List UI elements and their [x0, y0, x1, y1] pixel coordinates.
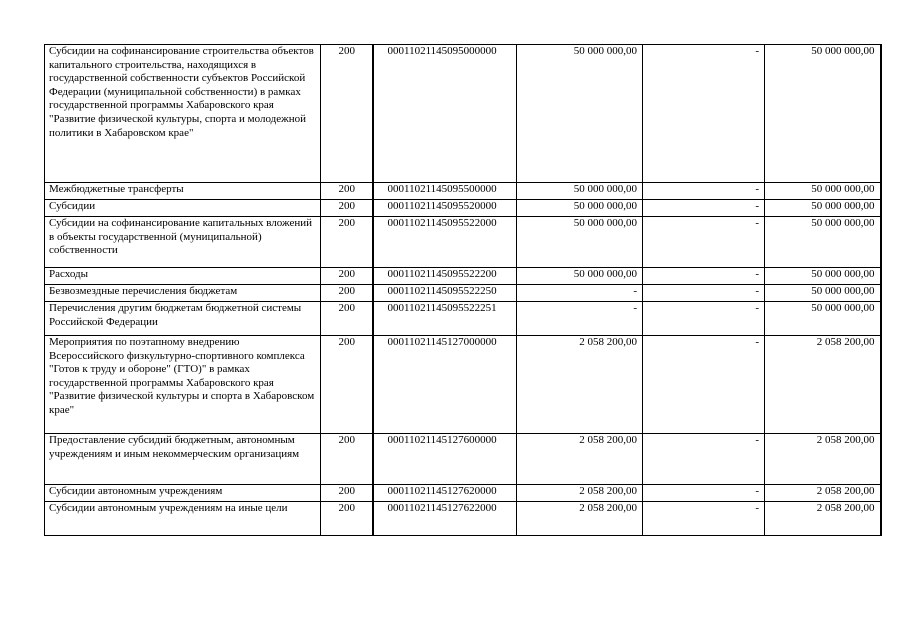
item-name-cell: Мероприятия по поэтапному внедрению Всероссийского физкультурно-спортивного комплекса "Готов к труду и обороне" (ГТО)" в рамках государственной программы Хабаровского края "Развитие физической культуры и спорта в Хабаровском крае"	[45, 336, 321, 434]
line-code-cell: 200	[321, 302, 373, 336]
budget-code-cell: 00011021145095522250	[373, 285, 517, 302]
remaining-amount-cell: 2 058 200,00	[765, 434, 881, 485]
executed-amount-cell: -	[643, 268, 765, 285]
approved-amount-cell: 2 058 200,00	[517, 434, 643, 485]
remaining-amount-cell: 50 000 000,00	[765, 285, 881, 302]
table-row	[45, 502, 881, 536]
remaining-amount-cell: 50 000 000,00	[765, 45, 881, 183]
remaining-amount-cell: 2 058 200,00	[765, 485, 881, 502]
line-code-cell: 200	[321, 502, 373, 536]
table-row	[45, 200, 881, 217]
executed-amount-cell: -	[643, 285, 765, 302]
remaining-amount-cell: 50 000 000,00	[765, 302, 881, 336]
table-row	[45, 302, 881, 336]
line-code-cell: 200	[321, 200, 373, 217]
approved-amount-cell: 2 058 200,00	[517, 502, 643, 536]
executed-amount-cell: -	[643, 183, 765, 200]
item-name-cell: Субсидии на софинансирование капитальных вложений в объекты государственной (муниципальной) собственности	[45, 217, 321, 268]
approved-amount-cell: -	[517, 285, 643, 302]
item-name-cell: Межбюджетные трансферты	[45, 183, 321, 200]
approved-amount-cell: -	[517, 302, 643, 336]
budget-code-cell: 00011021145127622000	[373, 502, 517, 536]
executed-amount-cell: -	[643, 45, 765, 183]
budget-code-cell: 00011021145095522000	[373, 217, 517, 268]
approved-amount-cell: 50 000 000,00	[517, 268, 643, 285]
executed-amount-cell: -	[643, 200, 765, 217]
table-row	[45, 268, 881, 285]
remaining-amount-cell: 50 000 000,00	[765, 200, 881, 217]
budget-code-cell: 00011021145095520000	[373, 200, 517, 217]
table-body	[45, 45, 881, 536]
item-name-cell: Субсидии автономным учреждениям	[45, 485, 321, 502]
executed-amount-cell: -	[643, 217, 765, 268]
line-code-cell: 200	[321, 268, 373, 285]
item-name-cell: Расходы	[45, 268, 321, 285]
line-code-cell: 200	[321, 434, 373, 485]
approved-amount-cell: 50 000 000,00	[517, 217, 643, 268]
remaining-amount-cell: 50 000 000,00	[765, 217, 881, 268]
approved-amount-cell: 50 000 000,00	[517, 200, 643, 217]
approved-amount-cell: 50 000 000,00	[517, 45, 643, 183]
budget-code-cell: 00011021145127600000	[373, 434, 517, 485]
line-code-cell: 200	[321, 336, 373, 434]
executed-amount-cell: -	[643, 302, 765, 336]
line-code-cell: 200	[321, 217, 373, 268]
remaining-amount-cell: 50 000 000,00	[765, 183, 881, 200]
budget-code-cell: 00011021145127620000	[373, 485, 517, 502]
budget-code-cell: 00011021145095522251	[373, 302, 517, 336]
table-row	[45, 336, 881, 434]
line-code-cell: 200	[321, 285, 373, 302]
approved-amount-cell: 50 000 000,00	[517, 183, 643, 200]
line-code-cell: 200	[321, 45, 373, 183]
item-name-cell: Перечисления другим бюджетам бюджетной системы Российской Федерации	[45, 302, 321, 336]
executed-amount-cell: -	[643, 434, 765, 485]
budget-code-cell: 00011021145127000000	[373, 336, 517, 434]
table-row	[45, 217, 881, 268]
table-row	[45, 285, 881, 302]
table-row	[45, 183, 881, 200]
remaining-amount-cell: 50 000 000,00	[765, 268, 881, 285]
line-code-cell: 200	[321, 183, 373, 200]
remaining-amount-cell: 2 058 200,00	[765, 502, 881, 536]
item-name-cell: Безвозмездные перечисления бюджетам	[45, 285, 321, 302]
remaining-amount-cell: 2 058 200,00	[765, 336, 881, 434]
table-row	[45, 485, 881, 502]
budget-code-cell: 00011021145095000000	[373, 45, 517, 183]
item-name-cell: Субсидии на софинансирование строительства объектов капитального строительства, находящихся в государственной собственности субъектов Российской Федерации (муниципальной собственности) в рамках государственной программы Хабаровского края "Развитие физической культуры, спорта и молодежной политики в Хабаровском крае"	[45, 45, 321, 183]
executed-amount-cell: -	[643, 336, 765, 434]
approved-amount-cell: 2 058 200,00	[517, 485, 643, 502]
budget-code-cell: 00011021145095522200	[373, 268, 517, 285]
approved-amount-cell: 2 058 200,00	[517, 336, 643, 434]
item-name-cell: Субсидии автономным учреждениям на иные цели	[45, 502, 321, 536]
item-name-cell: Субсидии	[45, 200, 321, 217]
line-code-cell: 200	[321, 485, 373, 502]
budget-code-cell: 00011021145095500000	[373, 183, 517, 200]
budget-execution-table	[44, 44, 882, 536]
table-row	[45, 434, 881, 485]
table-row	[45, 45, 881, 183]
executed-amount-cell: -	[643, 502, 765, 536]
item-name-cell: Предоставление субсидий бюджетным, автономным учреждениям и иным некоммерческим организациям	[45, 434, 321, 485]
executed-amount-cell: -	[643, 485, 765, 502]
